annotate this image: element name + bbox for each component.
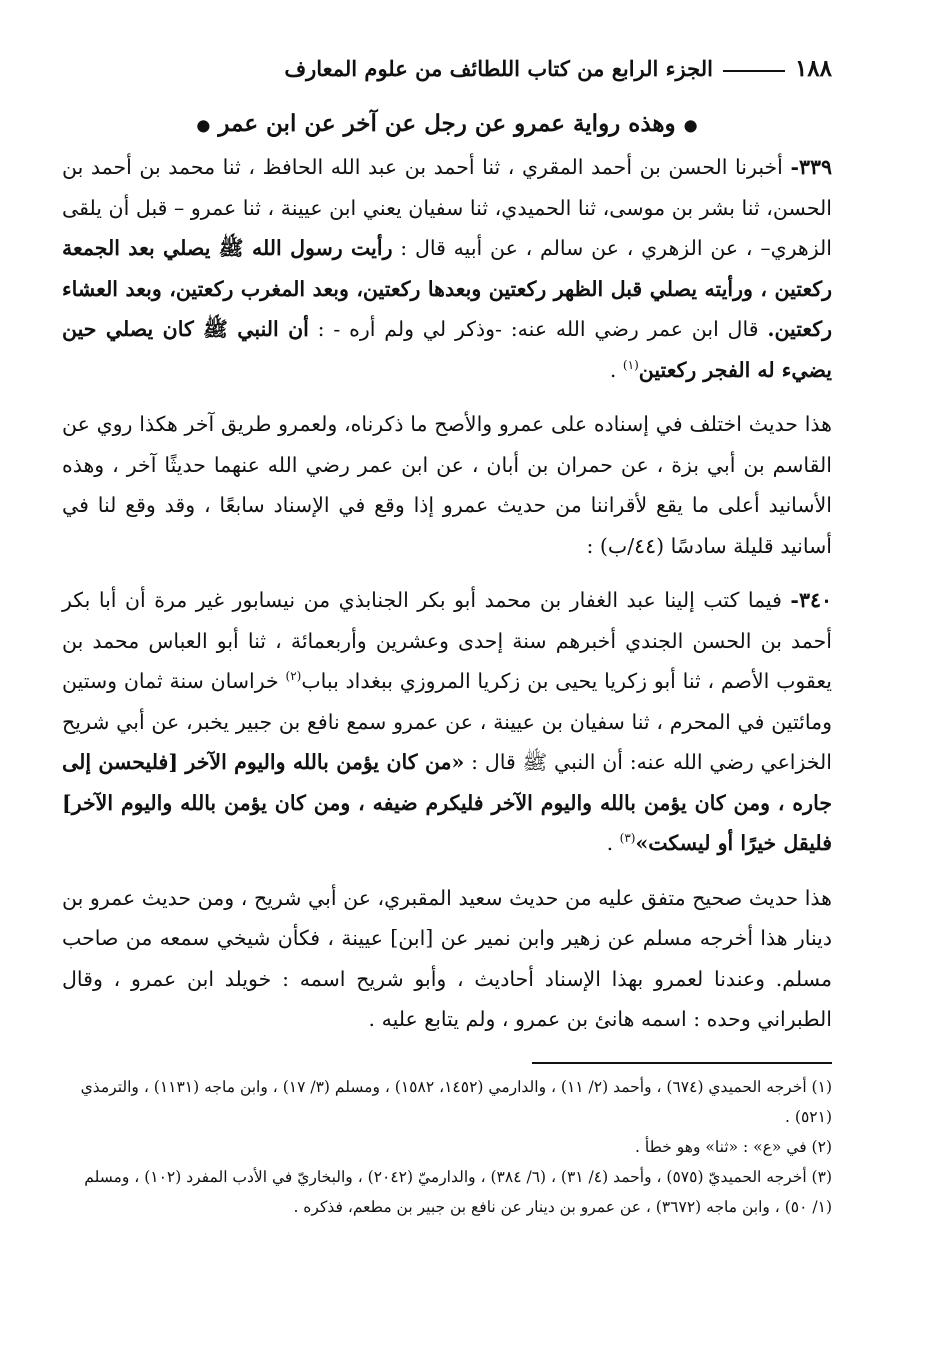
sentence-end: . — [606, 831, 614, 855]
hadith-matn: أن النبي ﷺ كان يصلي حين يضيء له الفجر ركعتين — [62, 317, 832, 382]
narration-text: قال ابن عمر رضي الله عنه: -وذكر لي ولم أره - : — [317, 317, 759, 341]
footnote-ref: (١) — [622, 357, 639, 372]
isnad-text: خراسان سنة ثمان وستين ومائتين في المحرم ، ثنا سفيان بن عيينة ، عن عمرو سمع نافع بن جبير يخبر، عن أبي شريح الخزاعي رضي الله عنه: أن النبي ﷺ قال : — [62, 669, 832, 774]
section-heading — [62, 110, 832, 137]
hadith-paragraph-339 — [62, 147, 832, 390]
isnad-text: فيما كتب إلينا عبد الغفار بن محمد أبو بكر الجنابذي من نيسابور غير مرة أن أبا بكر أحمد بن الحسن الجندي أخبرهم سنة إحدى وعشرين وأربعمائة ، ثنا أبو العباس محمد بن يعقوب الأصم ، ثنا أبو زكريا يحيى بن زكريا المروزي ببغداد بباب — [62, 588, 832, 693]
footnote-3: (٣) أخرجه الحميديّ (٥٧٥) ، وأحمد (٤/ ٣١) ، (٦/ ٣٨٤) ، والدارميّ (٢٠٤٢) ، والبخاريّ في الأدب المفرد (١٠٢) ، ومسلم (١/ ٥٠) ، وابن ماجه (٣٦٧٢) ، عن عمرو بن دينار عن نافع بن جبير بن مطعم، فذكره . — [84, 1167, 832, 1216]
hadith-paragraph-340 — [62, 580, 832, 864]
bullet-icon: ● — [683, 115, 698, 135]
footnotes — [62, 1072, 832, 1222]
isnad-text: أخبرنا الحسن بن أحمد المقري ، ثنا أحمد بن عبد الله الحافظ ، ثنا محمد بن أحمد بن الحسن، ثنا بشر بن موسى، ثنا الحميدي، ثنا سفيان يعني ابن عيينة ، ثنا عمرو – قبل أن يلقى الزهري– ، عن الزهري ، عن سالم ، عن أبيه قال : — [62, 155, 832, 260]
header-rule — [723, 70, 785, 72]
footnote-1: (١) أخرجه الحميدي (٦٧٤) ، وأحمد (٢/ ١١) ، والدارمي (١٤٥٢، ١٥٨٢) ، ومسلم (٣/ ١٧) ، وابن ماجه (١١٣١) ، والترمذي (٥٢١) . — [80, 1077, 832, 1126]
running-title: الجزء الرابع من كتاب اللطائف من علوم المعارف — [284, 55, 713, 81]
hadith-number: ٣٤٠- — [790, 588, 832, 612]
bullet-icon: ● — [196, 115, 211, 135]
footnote-separator — [532, 1062, 832, 1064]
commentary-paragraph: هذا حديث اختلف في إسناده على عمرو والأصح ما ذكرناه، ولعمرو طريق آخر هكذا روي عن القاسم بن أبي بزة ، عن حمران بن أبان ، عن ابن عمر رضي الله عنهما حديثًا آخر ، وهذه الأسانيد أعلى ما يقع لأقراننا من حديث عمرو إذا وقع في الإسناد سابعًا ، وقد وقع لنا في أسانيد قليلة سادسًا (٤٤/ب) : — [62, 412, 832, 558]
page-number: ١٨٨ — [794, 54, 832, 82]
commentary-paragraph: هذا حديث صحيح متفق عليه من حديث سعيد المقبري، عن أبي شريح ، ومن حديث عمرو بن دينار هذا أخرجه مسلم عن زهير وابن نمير عن [ابن] عيينة ، فكأن شيخي سمعه من صاحب مسلم. وعندنا لعمرو بهذا الإسناد أحاديث ، وأبو شريح اسمه : خويلد ابن عمرو ، وقال الطبراني وحده : اسمه هانئ بن عمرو ، ولم يتابع عليه . — [62, 885, 832, 1031]
page-header — [62, 48, 832, 88]
footnote-ref: (٣) — [619, 831, 636, 846]
hadith-number: ٣٣٩- — [790, 155, 832, 179]
section-heading-text: وهذه رواية عمرو عن رجل عن آخر عن ابن عمر — [218, 110, 676, 137]
footnote-ref: (٢) — [285, 669, 302, 684]
footnote-2: (٢) في «ع» : «ثنا» وهو خطأ . — [635, 1137, 832, 1156]
hadith-matn: «من كان يؤمن بالله واليوم الآخر [فليحسن إلى جاره ، ومن كان يؤمن بالله واليوم الآخر فليكرم ضيفه ، ومن كان يؤمن بالله واليوم الآخر] فليقل خيرًا أو ليسكت» — [62, 750, 832, 855]
hadith-matn: رأيت رسول الله ﷺ يصلي بعد الجمعة ركعتين ، ورأيته يصلي قبل الظهر ركعتين وبعدها ركعتين، وبعد المغرب ركعتين، وبعد العشاء ركعتين. — [62, 236, 832, 341]
sentence-end: . — [609, 357, 617, 382]
